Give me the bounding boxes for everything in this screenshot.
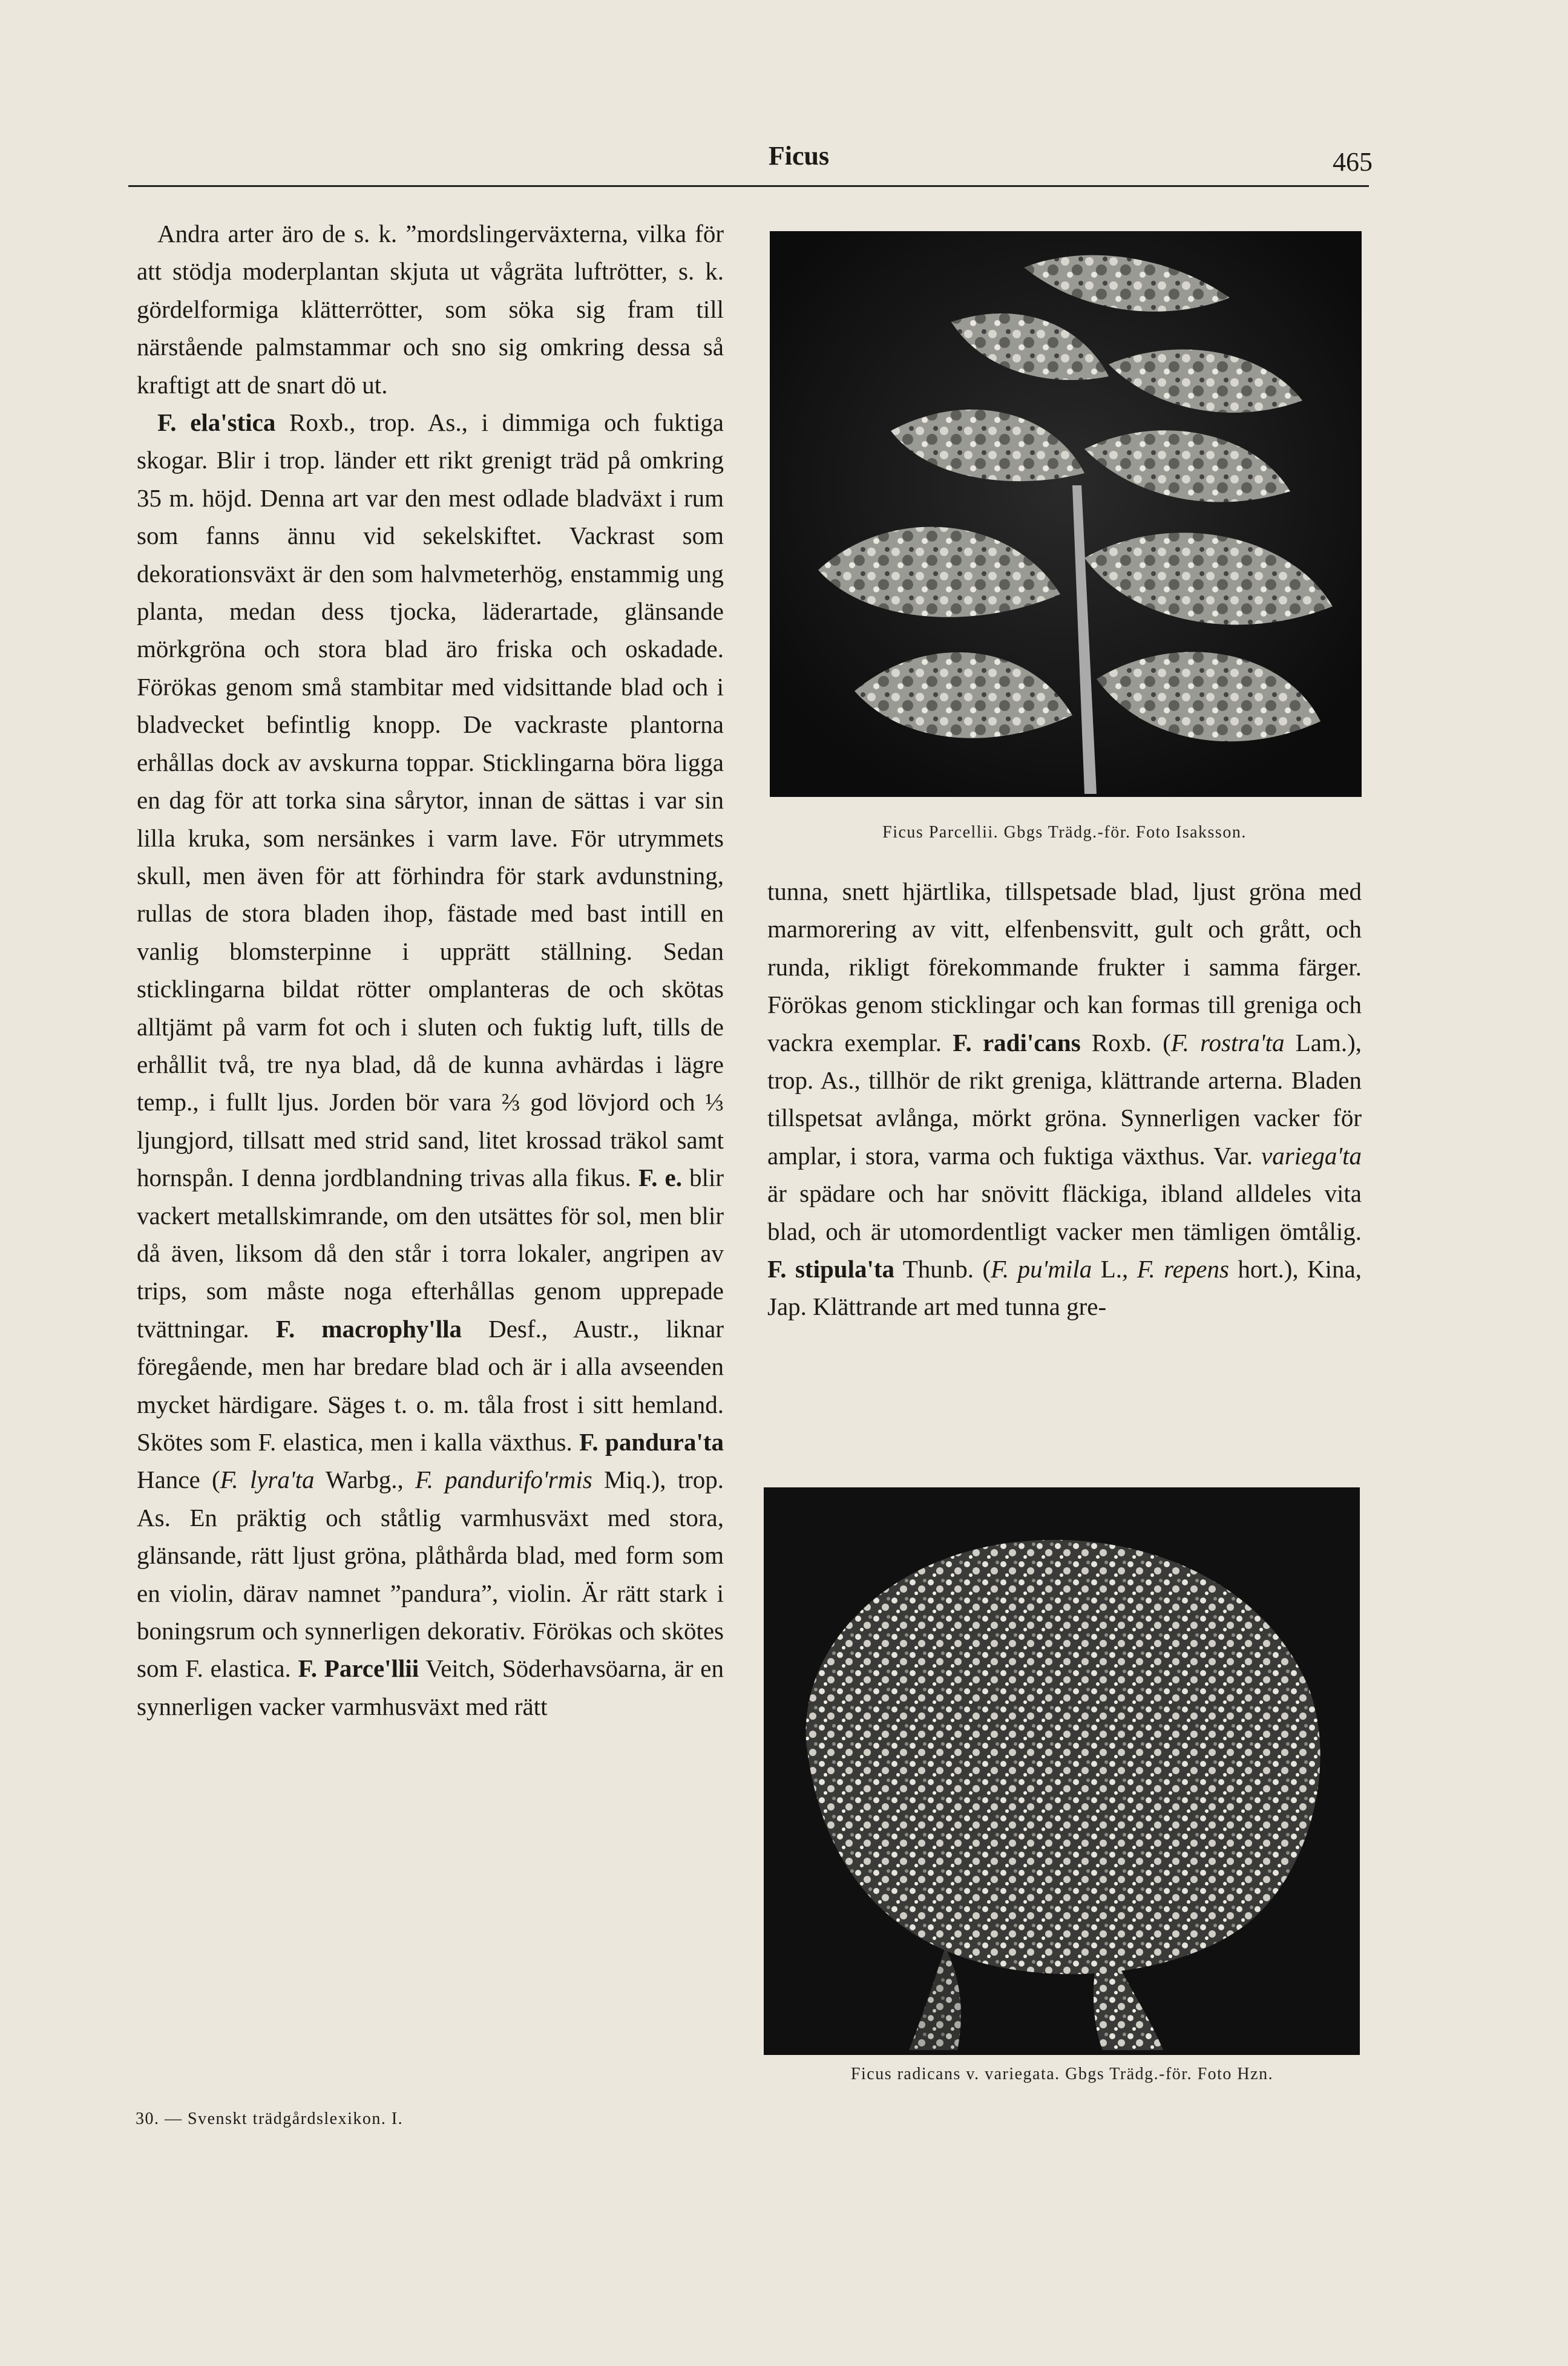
paragraph-text: L., [1092,1255,1137,1283]
species-name: F. Parce'llii [298,1654,419,1683]
paragraph-text: hort.), Kina, Jap. Klättrande art med tunna gre- [767,1255,1362,1321]
paragraph-text: Andra arter äro de s. k. ”mordslingerväxterna, vilka för att stödja moderplantan skjuta ut vågräta luftrötter, s. k. gördelformiga klätterrötter, som söka sig fram till närstående palmstammar och sno sig omkring dessa så kraftigt att de snart dö ut. [137,220,724,399]
leaf-photo-illustration [770,231,1362,797]
paragraph-text: Veitch, Söderhavsöarna, är en synnerligen vacker varmhusväxt med rätt [137,1654,724,1720]
header-rule [128,185,1369,187]
paragraph-continuation [767,873,1362,1326]
paragraph-text: Lam.), trop. As., tillhör de rikt greniga, klättrande arterna. Bladen tillspetsat avlånga, mörkt gröna. Synnerligen vacker för amplar, i stora, varma och fuktiga växthus. Var. [767,1028,1362,1170]
paragraph-text: Roxb., trop. As., i dimmiga och fuktiga skogar. Blir i trop. länder ett rikt grenigt träd på omkring 35 m. höjd. Denna art var den mest odlade bladväxt i rum som fanns ännu vid sekelskiftet. Vackrast som dekorationsväxt är den som halvmeterhög, enstammig ung planta, medan dess tjocka, läderartade, glänsande mörkgröna och stora blad äro friska och oskadade. Förökas genom små stambitar med vidsittande blad och i bladvecket befintlig knopp. De vackraste plantorna erhållas dock av avskurna toppar. Sticklingarna böra ligga en dag för att torka sina sårytor, innan de sättas i var sin lilla kruka, som nersänkes i varm lave. För utrymmets skull, men även för att förhindra för stark avdunstning, rullas de stora bladen ihop, fästade med bast intill en vanlig blomsterpinne i upprätt ställning. Sedan sticklingarna bildat rötter omplanteras de och skötas alltjämt på varm fot och i sluten och fuktig luft, tills de erhållit två, tre nya blad, då de kunna avhärdas i lägre temp., i fullt ljus. Jorden bör vara ⅔ god lövjord och ⅓ ljungjord, tillsatt med strid sand, litet krossad träkol samt hornspån. I denna jordblandning trivas alla fikus. [137,408,724,1192]
synonym-name: F. rostra'ta [1170,1028,1285,1057]
paragraph-epiphytes [137,215,724,404]
paragraph-text: blir vackert metallskimrande, om den utsättes för sol, men blir då även, liksom då den står i torra lokaler, angripen av trips, som måste noga efterhållas genom upprepade tvättningar. [137,1164,724,1343]
paragraph-text: Desf., Austr., liknar föregående, men har bredare blad och är i alla avseenden mycket härdigare. Säges t. o. m. tåla frost i sitt hemland. Skötes som F. elastica, men i kalla växthus. [137,1314,724,1456]
synonym-name: F. pu'mila [991,1255,1092,1283]
species-name: F. radi'cans [953,1028,1081,1057]
synonym-name: F. lyra'ta [220,1466,315,1494]
synonym-name: F. pandurifo'rmis [415,1466,592,1494]
footer-signature: 30. — Svenskt trädgårdslexikon. I. [136,2109,404,2128]
variety-name: variega'ta [1261,1141,1362,1170]
synonym-name: F. repens [1137,1255,1229,1283]
photo-ficus-radicans [764,1487,1360,2055]
species-name: F. macrophy'lla [275,1314,462,1343]
paragraph-text: tunna, snett hjärtlika, tillspetsade blad, ljust gröna med marmorering av vitt, elfenbensvitt, gult och grått, och runda, rikligt förekommande frukter i samma färger. Förökas genom sticklingar och kan formas till greniga och vackra exemplar. [767,877,1362,1057]
paragraph-text: Miq.), trop. As. En präktig och ståtlig varmhusväxt med stora, glänsande, rätt ljust gröna, plåthårda blad, med form som en violin, därav namnet ”pandura”, violin. Är rätt stark i boningsrum och synnerligen dekorativ. Förökas och skötes som F. elastica. [137,1466,724,1683]
species-name: F. ela'stica [157,408,276,437]
photo-caption-parcellii: Ficus Parcellii. Gbgs Trädg.-för. Foto Isaksson. [882,823,1247,842]
running-header-title: Ficus [768,141,830,171]
paragraph-text: Roxb. ( [1080,1028,1171,1057]
photo-ficus-parcellii [770,231,1362,797]
paragraph-text: Hance ( [137,1466,220,1494]
page-number: 465 [1333,147,1373,177]
shrub-photo-illustration [764,1487,1360,2055]
photo-caption-radicans: Ficus radicans v. variegata. Gbgs Trädg.-för. Foto Hzn. [850,2065,1274,2083]
species-name: F. e. [638,1164,683,1192]
left-text-column [137,215,724,1725]
paragraph-ficus-elastica [137,404,724,1725]
paragraph-text: är spädare och har snövitt fläckiga, ibland alldeles vita blad, och är utomordentligt vacker men tämligen ömtålig. [767,1179,1362,1245]
right-text-column [767,873,1362,1326]
paragraph-text: Thunb. ( [894,1255,991,1283]
species-name: F. stipula'ta [767,1255,895,1283]
paragraph-text: Warbg., [314,1466,416,1494]
species-name: F. pandura'ta [579,1428,724,1456]
